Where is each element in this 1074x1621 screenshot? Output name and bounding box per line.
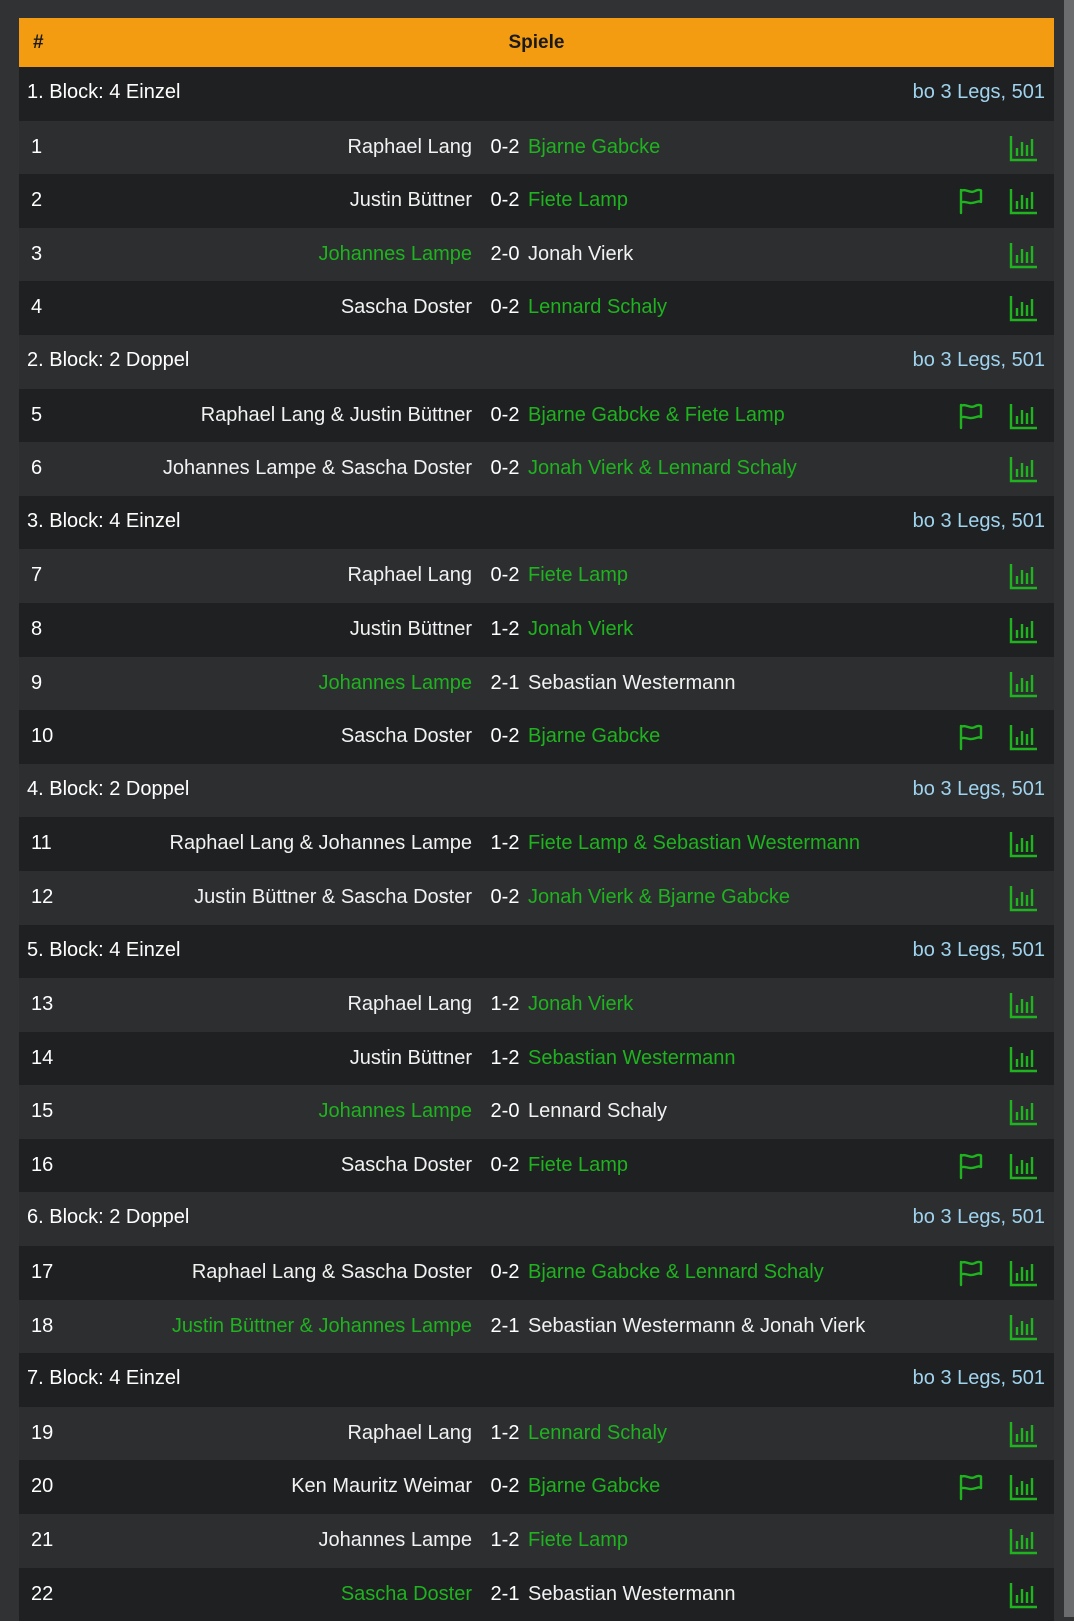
match-row[interactable] [19, 1246, 1054, 1300]
away-player: Fiete Lamp [528, 189, 629, 212]
block-title: 2. Block: 2 Doppel [27, 348, 190, 371]
match-number: 1 [31, 135, 43, 158]
match-row[interactable] [19, 1568, 1054, 1621]
stats-chart-icon[interactable] [1009, 294, 1039, 322]
stats-chart-icon[interactable] [1009, 1313, 1039, 1341]
match-score: 0-2 [490, 725, 520, 748]
stats-chart-icon[interactable] [1009, 1473, 1039, 1501]
match-score: 2-0 [490, 242, 520, 265]
home-player: Raphael Lang [347, 564, 472, 587]
flag-icon[interactable] [957, 723, 985, 751]
away-player: Fiete Lamp [528, 564, 629, 587]
stats-chart-icon[interactable] [1009, 1581, 1039, 1609]
page-scrollbar[interactable] [1064, 0, 1074, 1617]
away-player: Jonah Vierk & Lennard Schaly [528, 457, 797, 480]
flag-icon[interactable] [957, 187, 985, 215]
home-player: Sascha Doster [340, 725, 472, 748]
match-row[interactable] [19, 871, 1054, 925]
match-number: 10 [31, 725, 54, 748]
match-row[interactable] [19, 174, 1054, 228]
match-score: 2-0 [490, 1100, 520, 1123]
match-row[interactable] [19, 1514, 1054, 1568]
match-number: 7 [31, 564, 43, 587]
match-score: 2-1 [490, 1314, 520, 1337]
home-player: Johannes Lampe [318, 1100, 472, 1123]
home-player: Raphael Lang [347, 1421, 472, 1444]
stats-chart-icon[interactable] [1009, 455, 1039, 483]
match-number: 9 [31, 671, 43, 694]
match-row[interactable] [19, 657, 1054, 711]
match-number: 4 [31, 296, 43, 319]
stats-chart-icon[interactable] [1009, 562, 1039, 590]
match-score: 0-2 [490, 564, 520, 587]
match-row[interactable] [19, 603, 1054, 657]
home-player: Sascha Doster [340, 1582, 472, 1605]
match-number: 2 [31, 189, 43, 212]
match-score: 2-1 [490, 671, 520, 694]
match-number: 12 [31, 885, 54, 908]
match-number: 11 [31, 832, 52, 855]
match-number: 16 [31, 1153, 54, 1176]
home-player: Justin Büttner [349, 189, 472, 212]
flag-icon[interactable] [957, 402, 985, 430]
header-games-column: Spiele [508, 32, 565, 53]
away-player: Bjarne Gabcke [528, 725, 661, 748]
block-header-row [19, 335, 1054, 389]
home-player: Raphael Lang & Justin Büttner [200, 403, 472, 426]
stats-chart-icon[interactable] [1009, 670, 1039, 698]
stats-chart-icon[interactable] [1009, 991, 1039, 1019]
header-number-column: # [33, 32, 44, 53]
match-number: 15 [31, 1100, 54, 1123]
match-row[interactable] [19, 281, 1054, 335]
home-player: Johannes Lampe [318, 1529, 472, 1552]
match-score: 1-2 [490, 617, 520, 640]
table-body [19, 67, 1054, 1621]
match-score: 1-2 [490, 993, 520, 1016]
stats-chart-icon[interactable] [1009, 1098, 1039, 1126]
match-row[interactable] [19, 1300, 1054, 1354]
block-title: 1. Block: 4 Einzel [27, 81, 181, 103]
block-format: bo 3 Legs, 501 [912, 777, 1045, 800]
match-score: 1-2 [490, 1529, 520, 1552]
block-title: 6. Block: 2 Doppel [27, 1206, 190, 1229]
stats-chart-icon[interactable] [1009, 1420, 1039, 1448]
match-score: 0-2 [490, 189, 520, 212]
home-player: Justin Büttner [349, 1046, 472, 1069]
block-header-row [19, 764, 1054, 818]
home-player: Johannes Lampe [318, 671, 472, 694]
match-row[interactable] [19, 1460, 1054, 1514]
match-number: 21 [31, 1529, 54, 1552]
match-score: 0-2 [490, 885, 520, 908]
match-row[interactable] [19, 121, 1054, 175]
block-format: bo 3 Legs, 501 [912, 509, 1045, 532]
match-score: 0-2 [490, 1153, 520, 1176]
away-player: Lennard Schaly [528, 1100, 667, 1123]
home-player: Justin Büttner & Sascha Doster [194, 885, 472, 908]
table-header [19, 18, 1054, 67]
match-number: 8 [31, 617, 43, 640]
block-format: bo 3 Legs, 501 [912, 1367, 1045, 1390]
match-number: 6 [31, 457, 43, 480]
block-format: bo 3 Legs, 501 [912, 81, 1045, 103]
games-table [19, 18, 1054, 1621]
home-player: Sascha Doster [340, 1153, 472, 1176]
match-number: 5 [31, 403, 43, 426]
match-score: 1-2 [490, 1421, 520, 1444]
match-row[interactable] [19, 228, 1054, 282]
stats-chart-icon[interactable] [1009, 1259, 1039, 1287]
stats-chart-icon[interactable] [1009, 1527, 1039, 1555]
stats-chart-icon[interactable] [1009, 723, 1039, 751]
match-row[interactable] [19, 1032, 1054, 1086]
away-player: Lennard Schaly [528, 296, 667, 319]
away-player: Sebastian Westermann [528, 1582, 736, 1605]
away-player: Jonah Vierk & Bjarne Gabcke [528, 885, 791, 908]
stats-chart-icon[interactable] [1009, 1152, 1039, 1180]
flag-icon[interactable] [957, 1473, 985, 1501]
home-player: Raphael Lang [347, 993, 472, 1016]
match-row[interactable] [19, 978, 1054, 1032]
stats-chart-icon[interactable] [1009, 830, 1039, 858]
match-score: 0-2 [490, 296, 520, 319]
away-player: Lennard Schaly [528, 1421, 667, 1444]
block-title: 7. Block: 4 Einzel [27, 1367, 181, 1390]
stats-chart-icon[interactable] [1009, 616, 1039, 644]
away-player: Sebastian Westermann & Jonah Vierk [528, 1314, 866, 1337]
match-row[interactable] [19, 549, 1054, 603]
block-format: bo 3 Legs, 501 [912, 1206, 1045, 1229]
block-title: 3. Block: 4 Einzel [27, 509, 181, 532]
block-header-row [19, 925, 1054, 979]
block-header-row [19, 496, 1054, 550]
stats-chart-icon[interactable] [1009, 402, 1039, 430]
match-score: 1-2 [490, 1046, 520, 1069]
match-number: 17 [31, 1261, 54, 1284]
stats-chart-icon[interactable] [1009, 1045, 1039, 1073]
match-row[interactable] [19, 1085, 1054, 1139]
away-player: Jonah Vierk [528, 617, 634, 640]
block-format: bo 3 Legs, 501 [912, 348, 1045, 371]
match-row[interactable] [19, 817, 1054, 871]
match-number: 13 [31, 993, 54, 1016]
away-player: Bjarne Gabcke [528, 1475, 661, 1498]
away-player: Jonah Vierk [528, 242, 634, 265]
away-player: Sebastian Westermann [528, 671, 736, 694]
match-number: 20 [31, 1475, 54, 1498]
stats-chart-icon[interactable] [1009, 134, 1039, 162]
away-player: Bjarne Gabcke [528, 135, 661, 158]
home-player: Sascha Doster [340, 296, 472, 319]
home-player: Raphael Lang & Johannes Lampe [169, 832, 472, 855]
match-number: 19 [31, 1421, 54, 1444]
match-score: 0-2 [490, 457, 520, 480]
away-player: Jonah Vierk [528, 993, 634, 1016]
stats-chart-icon[interactable] [1009, 241, 1039, 269]
away-player: Sebastian Westermann [528, 1046, 736, 1069]
home-player: Justin Büttner [349, 617, 472, 640]
match-score: 0-2 [490, 1261, 520, 1284]
block-header-row [19, 1353, 1054, 1407]
stats-chart-icon[interactable] [1009, 187, 1039, 215]
block-title: 5. Block: 4 Einzel [27, 938, 181, 961]
match-row[interactable] [19, 1139, 1054, 1193]
away-player: Fiete Lamp [528, 1529, 629, 1552]
away-player: Bjarne Gabcke & Fiete Lamp [528, 403, 785, 426]
match-row[interactable] [19, 389, 1054, 443]
block-header-row [19, 1192, 1054, 1246]
home-player: Justin Büttner & Johannes Lampe [171, 1314, 472, 1337]
match-row[interactable] [19, 442, 1054, 496]
away-player: Bjarne Gabcke & Lennard Schaly [528, 1261, 824, 1284]
home-player: Johannes Lampe [318, 242, 472, 265]
match-score: 0-2 [490, 403, 520, 426]
match-score: 1-2 [490, 832, 520, 855]
match-number: 3 [31, 242, 43, 265]
match-number: 18 [31, 1314, 54, 1337]
home-player: Raphael Lang & Sascha Doster [191, 1261, 472, 1284]
away-player: Fiete Lamp & Sebastian Westermann [528, 832, 861, 855]
block-header-row [19, 67, 1054, 121]
block-title: 4. Block: 2 Doppel [27, 777, 190, 800]
home-player: Raphael Lang [347, 135, 472, 158]
match-number: 22 [31, 1582, 54, 1605]
stats-chart-icon[interactable] [1009, 884, 1039, 912]
flag-icon[interactable] [957, 1259, 985, 1287]
home-player: Ken Mauritz Weimar [291, 1475, 472, 1498]
match-row[interactable] [19, 710, 1054, 764]
block-format: bo 3 Legs, 501 [912, 938, 1045, 961]
match-score: 0-2 [490, 135, 520, 158]
match-score: 0-2 [490, 1475, 520, 1498]
flag-icon[interactable] [957, 1152, 985, 1180]
match-row[interactable] [19, 1407, 1054, 1461]
away-player: Fiete Lamp [528, 1153, 629, 1176]
home-player: Johannes Lampe & Sascha Doster [162, 457, 472, 480]
match-score: 2-1 [490, 1582, 520, 1605]
match-number: 14 [31, 1046, 54, 1069]
